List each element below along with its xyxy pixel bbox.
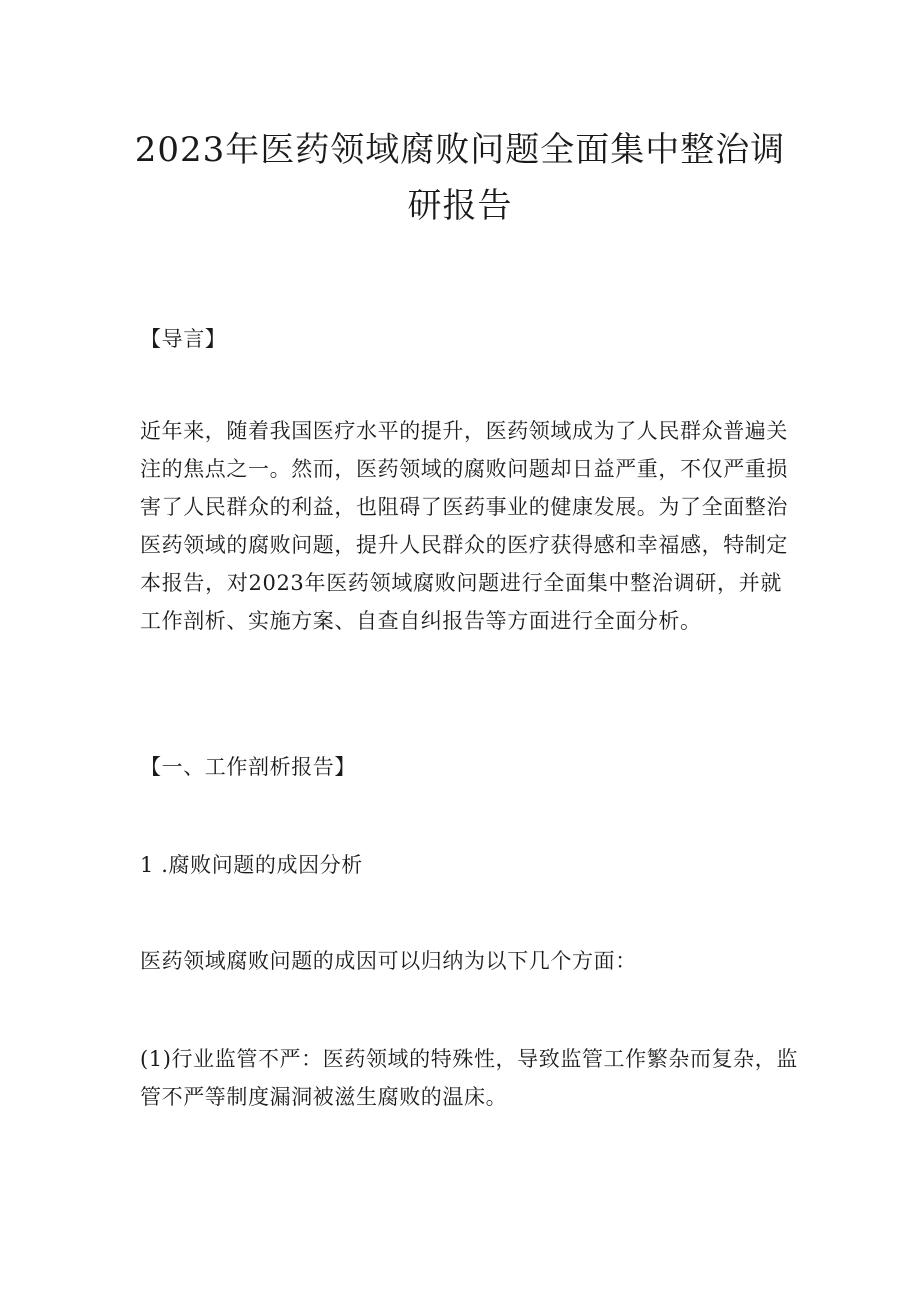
- subsection-1-heading: 1 .腐败问题的成因分析: [140, 853, 363, 877]
- title-line-2: 研报告: [407, 186, 513, 226]
- section-1-heading: 【一、工作剖析报告】: [140, 755, 356, 779]
- intro-line-4: 医药领域的腐败问题，提升人民群众的医疗获得感和幸福感，特制定: [140, 533, 788, 557]
- cause-1-paragraph: [140, 1040, 798, 1116]
- intro-line-6: 工作剖析、实施方案、自查自纠报告等方面进行全面分析。: [140, 609, 702, 633]
- cause-1-line-1: (1)行业监管不严：医药领域的特殊性，导致监管工作繁杂而复杂，监: [140, 1047, 798, 1071]
- intro-line-3: 害了人民群众的利益，也阻碍了医药事业的健康发展。为了全面整治: [140, 495, 788, 519]
- intro-paragraph: [140, 412, 788, 640]
- intro-line-2: 注的焦点之一。然而，医药领域的腐败问题却日益严重，不仅严重损: [140, 457, 788, 481]
- document-title: [120, 122, 800, 234]
- title-line-1: 2023年医药领域腐败问题全面集中整治调: [134, 130, 786, 170]
- causes-intro: 医药领域腐败问题的成因可以归纳为以下几个方面：: [140, 949, 637, 973]
- intro-line-1: 近年来，随着我国医疗水平的提升，医药领域成为了人民群众普遍关: [140, 419, 788, 443]
- intro-heading: 【导言】: [140, 327, 227, 351]
- cause-1-line-2: 管不严等制度漏洞被滋生腐败的温床。: [140, 1085, 508, 1109]
- intro-line-5: 本报告，对2023年医药领域腐败问题进行全面集中整治调研，并就: [140, 571, 782, 595]
